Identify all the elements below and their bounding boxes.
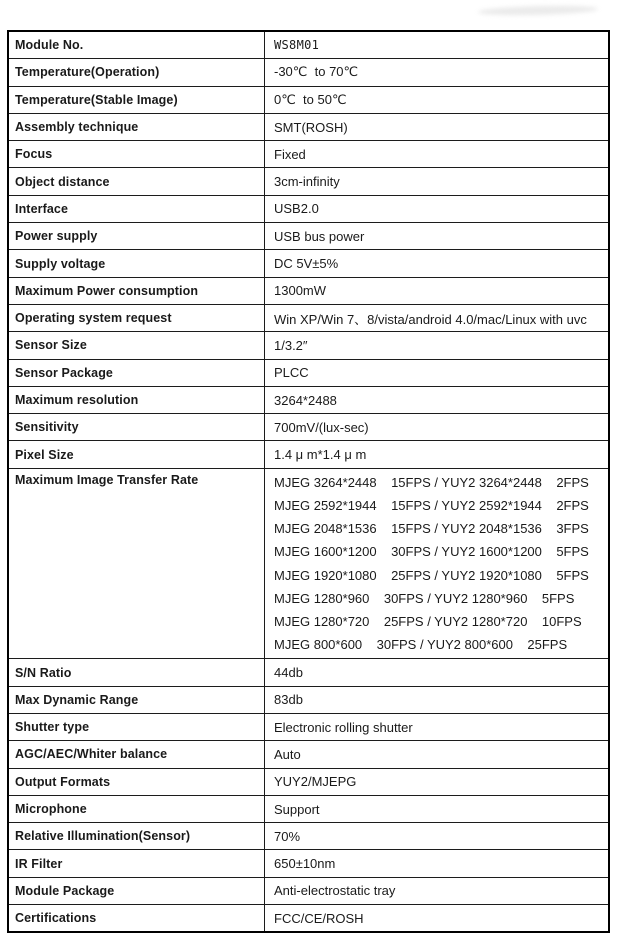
- table-row: [8, 768, 609, 795]
- spec-value: 70%: [265, 823, 610, 850]
- spec-value: USB2.0: [265, 195, 610, 222]
- spec-label: Microphone: [8, 795, 265, 822]
- spec-label: Sensor Size: [8, 332, 265, 359]
- spec-value: Support: [265, 795, 610, 822]
- spec-value-line: MJEG 1280*960 30FPS / YUY2 1280*960 5FPS: [274, 590, 575, 606]
- spec-label: Focus: [8, 141, 265, 168]
- table-row: [8, 741, 609, 768]
- spec-label: Shutter type: [8, 713, 265, 740]
- spec-value: YUY2/MJEPG: [265, 768, 610, 795]
- spec-label: Temperature(Stable Image): [8, 86, 265, 113]
- spec-label: Maximum Image Transfer Rate: [8, 468, 265, 659]
- table-row: [8, 168, 609, 195]
- table-row: [8, 823, 609, 850]
- table-row: [8, 223, 609, 250]
- spec-value-line: MJEG 1920*1080 25FPS / YUY2 1920*1080 5FPS: [274, 567, 589, 583]
- spec-table: [7, 30, 610, 933]
- spec-value: 3cm-infinity: [265, 168, 610, 195]
- spec-value: SMT(ROSH): [265, 113, 610, 140]
- spec-label: Certifications: [8, 905, 265, 933]
- spec-value: USB bus power: [265, 223, 610, 250]
- spec-label: Temperature(Operation): [8, 59, 265, 86]
- spec-label: Max Dynamic Range: [8, 686, 265, 713]
- table-row: [8, 86, 609, 113]
- spec-value: -30℃ to 70℃: [265, 59, 610, 86]
- table-row: [8, 304, 609, 331]
- table-row: [8, 468, 609, 659]
- spec-value: Fixed: [265, 141, 610, 168]
- spec-label: Relative Illumination(Sensor): [8, 823, 265, 850]
- spec-label: Module Package: [8, 877, 265, 904]
- spec-value: Electronic rolling shutter: [265, 713, 610, 740]
- table-row: [8, 659, 609, 686]
- spec-label: AGC/AEC/Whiter balance: [8, 741, 265, 768]
- table-row: [8, 414, 609, 441]
- table-row: [8, 686, 609, 713]
- table-row: [8, 795, 609, 822]
- spec-value: 1300mW: [265, 277, 610, 304]
- spec-value-line: MJEG 2048*1536 15FPS / YUY2 2048*1536 3FPS: [274, 521, 589, 537]
- table-row: [8, 195, 609, 222]
- spec-value: FCC/CE/ROSH: [265, 905, 610, 933]
- table-row: [8, 277, 609, 304]
- spec-value: DC 5V±5%: [265, 250, 610, 277]
- spec-label: Supply voltage: [8, 250, 265, 277]
- spec-value: WS8M01: [265, 31, 610, 59]
- table-row: [8, 877, 609, 904]
- spec-value: 3264*2488: [265, 386, 610, 413]
- spec-value: 83db: [265, 686, 610, 713]
- spec-label: Maximum resolution: [8, 386, 265, 413]
- scan-artifact: [478, 4, 598, 16]
- table-row: [8, 59, 609, 86]
- spec-value: 44db: [265, 659, 610, 686]
- spec-value: Win XP/Win 7、8/vista/android 4.0/mac/Linux with uvc: [265, 304, 610, 331]
- spec-value: Anti-electrostatic tray: [265, 877, 610, 904]
- spec-label: Operating system request: [8, 304, 265, 331]
- table-row: [8, 713, 609, 740]
- spec-label: Maximum Power consumption: [8, 277, 265, 304]
- spec-label: Sensitivity: [8, 414, 265, 441]
- spec-value: [265, 468, 610, 659]
- table-row: [8, 850, 609, 877]
- spec-value: 1.4 μ m*1.4 μ m: [265, 441, 610, 468]
- spec-value-line: MJEG 800*600 30FPS / YUY2 800*600 25FPS: [274, 637, 568, 653]
- spec-label: Interface: [8, 195, 265, 222]
- spec-value: 1/3.2″: [265, 332, 610, 359]
- table-row: [8, 905, 609, 933]
- spec-table-body: [8, 31, 609, 932]
- spec-value: Auto: [265, 741, 610, 768]
- spec-label: Assembly technique: [8, 113, 265, 140]
- spec-label: S/N Ratio: [8, 659, 265, 686]
- spec-value-line: MJEG 1600*1200 30FPS / YUY2 1600*1200 5FPS: [274, 544, 589, 560]
- table-row: [8, 31, 609, 59]
- spec-value: 0℃ to 50℃: [265, 86, 610, 113]
- spec-label: Object distance: [8, 168, 265, 195]
- spec-value: PLCC: [265, 359, 610, 386]
- spec-label: IR Filter: [8, 850, 265, 877]
- table-row: [8, 250, 609, 277]
- table-row: [8, 359, 609, 386]
- spec-value-line: MJEG 1280*720 25FPS / YUY2 1280*720 10FPS: [274, 613, 582, 629]
- spec-label: Power supply: [8, 223, 265, 250]
- spec-label: Module No.: [8, 31, 265, 59]
- spec-value-line: MJEG 2592*1944 15FPS / YUY2 2592*1944 2FPS: [274, 497, 589, 513]
- table-row: [8, 141, 609, 168]
- spec-label: Pixel Size: [8, 441, 265, 468]
- spec-value-line: MJEG 3264*2448 15FPS / YUY2 3264*2448 2FPS: [274, 474, 589, 490]
- table-row: [8, 113, 609, 140]
- spec-value: 650±10nm: [265, 850, 610, 877]
- table-row: [8, 441, 609, 468]
- spec-label: Sensor Package: [8, 359, 265, 386]
- table-row: [8, 332, 609, 359]
- table-row: [8, 386, 609, 413]
- spec-label: Output Formats: [8, 768, 265, 795]
- spec-value: 700mV/(lux-sec): [265, 414, 610, 441]
